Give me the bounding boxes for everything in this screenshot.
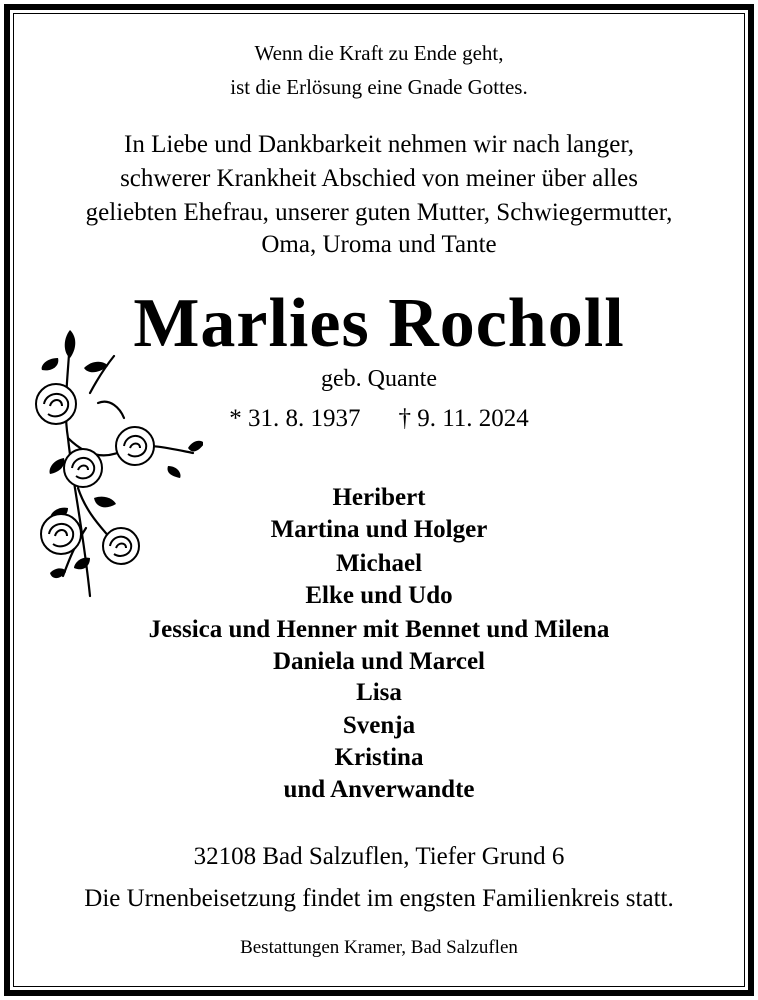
mourner-6: Daniela und Marcel <box>272 648 486 675</box>
motto-line-2: ist die Erlösung eine Gnade Gottes. <box>230 75 528 99</box>
birth-date: * 31. 8. 1937 <box>229 405 361 432</box>
death-date: † 9. 11. 2024 <box>398 405 529 432</box>
undertaker: Bestattungen Kramer, Bad Salzuflen <box>240 937 518 958</box>
burial-notice: Die Urnenbeisetzung findet im engsten Familienkreis statt. <box>84 885 674 912</box>
address: 32108 Bad Salzuflen, Tiefer Grund 6 <box>193 843 565 870</box>
mourner-2: Martina und Holger <box>270 516 488 543</box>
mourner-8: Svenja <box>342 712 416 739</box>
mourner-4: Elke und Udo <box>305 582 453 609</box>
intro-line-1: In Liebe und Dankbarkeit nehmen wir nach langer, <box>124 131 634 158</box>
mourner-1: Heribert <box>332 484 426 511</box>
intro-line-2: schwerer Krankheit Abschied von meiner über alles <box>120 165 638 192</box>
mourner-3: Michael <box>335 550 423 577</box>
intro-line-3: geliebten Ehefrau, unserer guten Mutter, Schwiegermutter, <box>85 199 673 226</box>
deceased-name: Marlies Rocholl <box>133 285 625 362</box>
mourner-9: Kristina <box>334 744 424 771</box>
mourner-7: Lisa <box>356 679 402 706</box>
mourner-5: Jessica und Henner mit Bennet und Milena <box>148 616 610 643</box>
motto-line-1: Wenn die Kraft zu Ende geht, <box>254 41 504 65</box>
mourner-10: und Anverwandte <box>283 776 475 803</box>
birth-name: geb. Quante <box>321 366 437 392</box>
intro-line-4: Oma, Uroma und Tante <box>261 231 497 258</box>
